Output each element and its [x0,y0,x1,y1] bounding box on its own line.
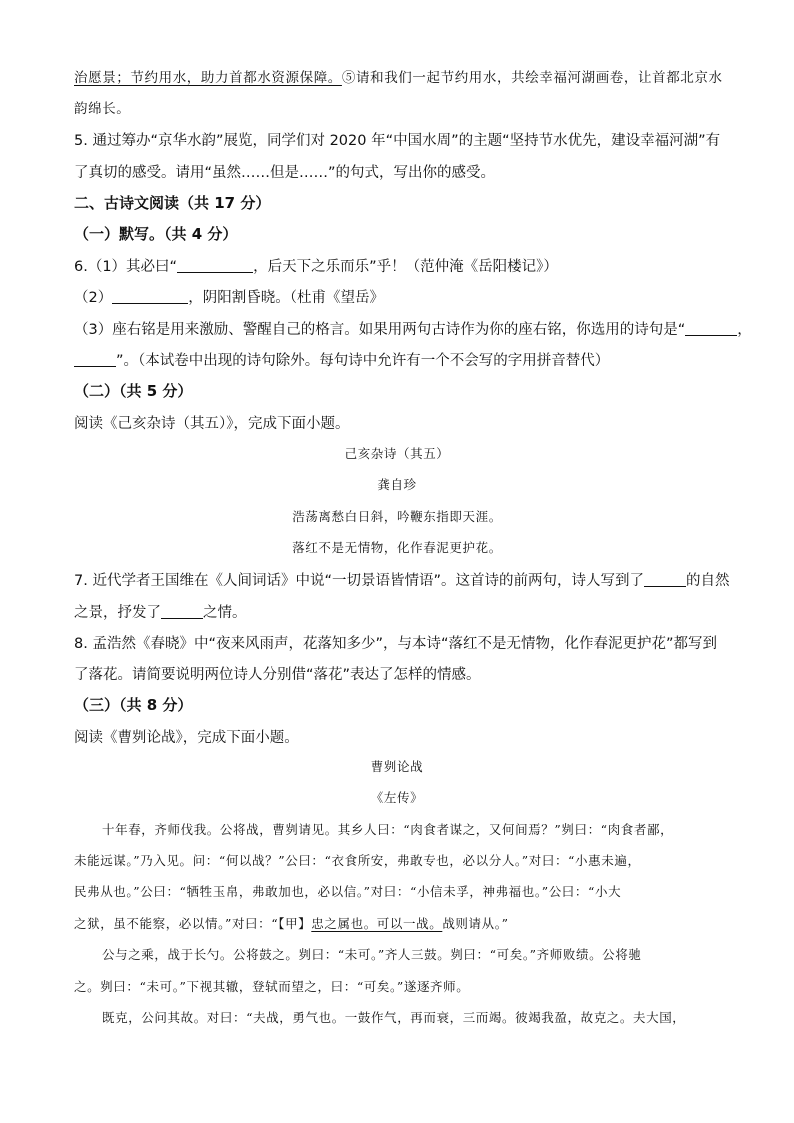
q7-line-1: 7. 近代学者王国维在《人间词话》中说“一切景语皆情语”。这首诗的前两句，诗人写到了 的自然 [74,573,730,589]
answer-blank[interactable] [177,258,253,273]
essay-p3-line-1: 既克，公问其故。对曰：“夫战，勇气也。一鼓作气，再而衰，三而竭。彼竭我盈，故克之。夫大国， [102,1010,686,1025]
part-3-title: （三）（共 8 分） [74,696,193,714]
q6-part-2: （2） ，阴阳割昏晓。（杜甫《望岳》 [74,290,384,306]
essay-title: 曹刿论战 [370,759,424,774]
answer-blank[interactable] [685,321,737,336]
answer-blank[interactable] [112,289,188,304]
underlined-phrase: 治愿景；节约用水，助力首都水资源保障。 [74,70,342,86]
essay-p2-line-2: 之。刿曰：“未可。”下视其辙，登轼而望之，曰：“可矣。”遂逐齐师。 [74,979,470,994]
continuation-line-2: 韵绵长。 [74,101,131,117]
poem-title: 己亥杂诗（其五） [344,446,450,461]
answer-blank[interactable] [161,604,203,619]
essay-p2-line-1: 公与之乘，战于长勺。公将鼓之。刿曰：“未可。”齐人三鼓。刿曰：“可矣。”齐师败绩。公将驰 [102,947,642,962]
answer-blank[interactable] [74,352,116,367]
q7-line-2: 之景，抒发了 之情。 [74,605,247,621]
part-3-intro: 阅读《曹刿论战》，完成下面小题。 [74,730,299,746]
essay-source: 《左传》 [370,790,424,805]
q6-part-3-line-1: （3）座右铭是用来激励、警醒自己的格言。如果用两句古诗作为你的座右铭，你选用的诗句是“ ， [74,322,752,338]
q5-line-2: 了真切的感受。请用“虽然……但是……”的句式，写出你的感受。 [74,165,496,181]
essay-p1-line-3: 民弗从也。”公曰：“牺牲玉帛，弗敢加也，必以信。”对曰：“小信未孚，神弗福也。”公曰：“小大 [74,884,622,899]
essay-p1-line-4: 之狱，虽不能察，必以情。”对曰：“【甲】忠之属也。可以一战。战则请从。” [74,916,509,931]
continuation-line-1: 治愿景；节约用水，助力首都水资源保障。⑤请和我们一起节约用水，共绘幸福河湖画卷，让首都北京水 [74,70,723,86]
q8-line-2: 了落花。请简要说明两位诗人分别借“落花”表达了怎样的情感。 [74,667,481,683]
answer-blank[interactable] [644,572,686,587]
q6-part-3-line-2: ”。（本试卷中出现的诗句除外。每句诗中允许有一个不会写的字用拼音替代） [74,349,724,370]
q6-part-1: 6.（1）其必曰“ ，后天下之乐而乐”乎！（范仲淹《岳阳楼记》） [74,259,558,275]
section-2-title: 二、古诗文阅读（共 17 分） [74,194,271,212]
poem-author: 龚自珍 [377,477,417,492]
marker-jia: 【甲】 [278,916,312,931]
part-1-title: （一）默写。（共 4 分） [74,225,238,243]
q8-line-1: 8. 孟浩然《春晓》中“夜来风雨声，花落知多少”，与本诗“落红不是无情物，化作春泥更护花”都写到 [74,636,717,652]
q5-line-1: 5. 通过筹办“京华水韵”展览，同学们对 2020 年“中国水周”的主题“坚持节水优先，建设幸福河湖”有 [74,133,721,149]
part-2-title: （二）（共 5 分） [74,382,193,400]
part-2-intro: 阅读《己亥杂诗（其五）》，完成下面小题。 [74,416,350,432]
poem-line-1: 浩荡离愁白日斜，吟鞭东指即天涯。 [292,509,502,524]
poem-line-2: 落红不是无情物，化作春泥更护花。 [292,540,502,555]
essay-p1-line-2: 未能远谋。”乃入见。问：“何以战？”公曰：“衣食所安，弗敢专也，必以分人。”对曰：“小惠未遍， [74,853,641,868]
underlined-sentence: 忠之属也。可以一战。 [311,916,443,931]
essay-p1-line-1: 十年春，齐师伐我。公将战，曹刿请见。其乡人曰：“肉食者谋之，又何间焉？”刿曰：“肉食者鄙， [102,822,674,837]
